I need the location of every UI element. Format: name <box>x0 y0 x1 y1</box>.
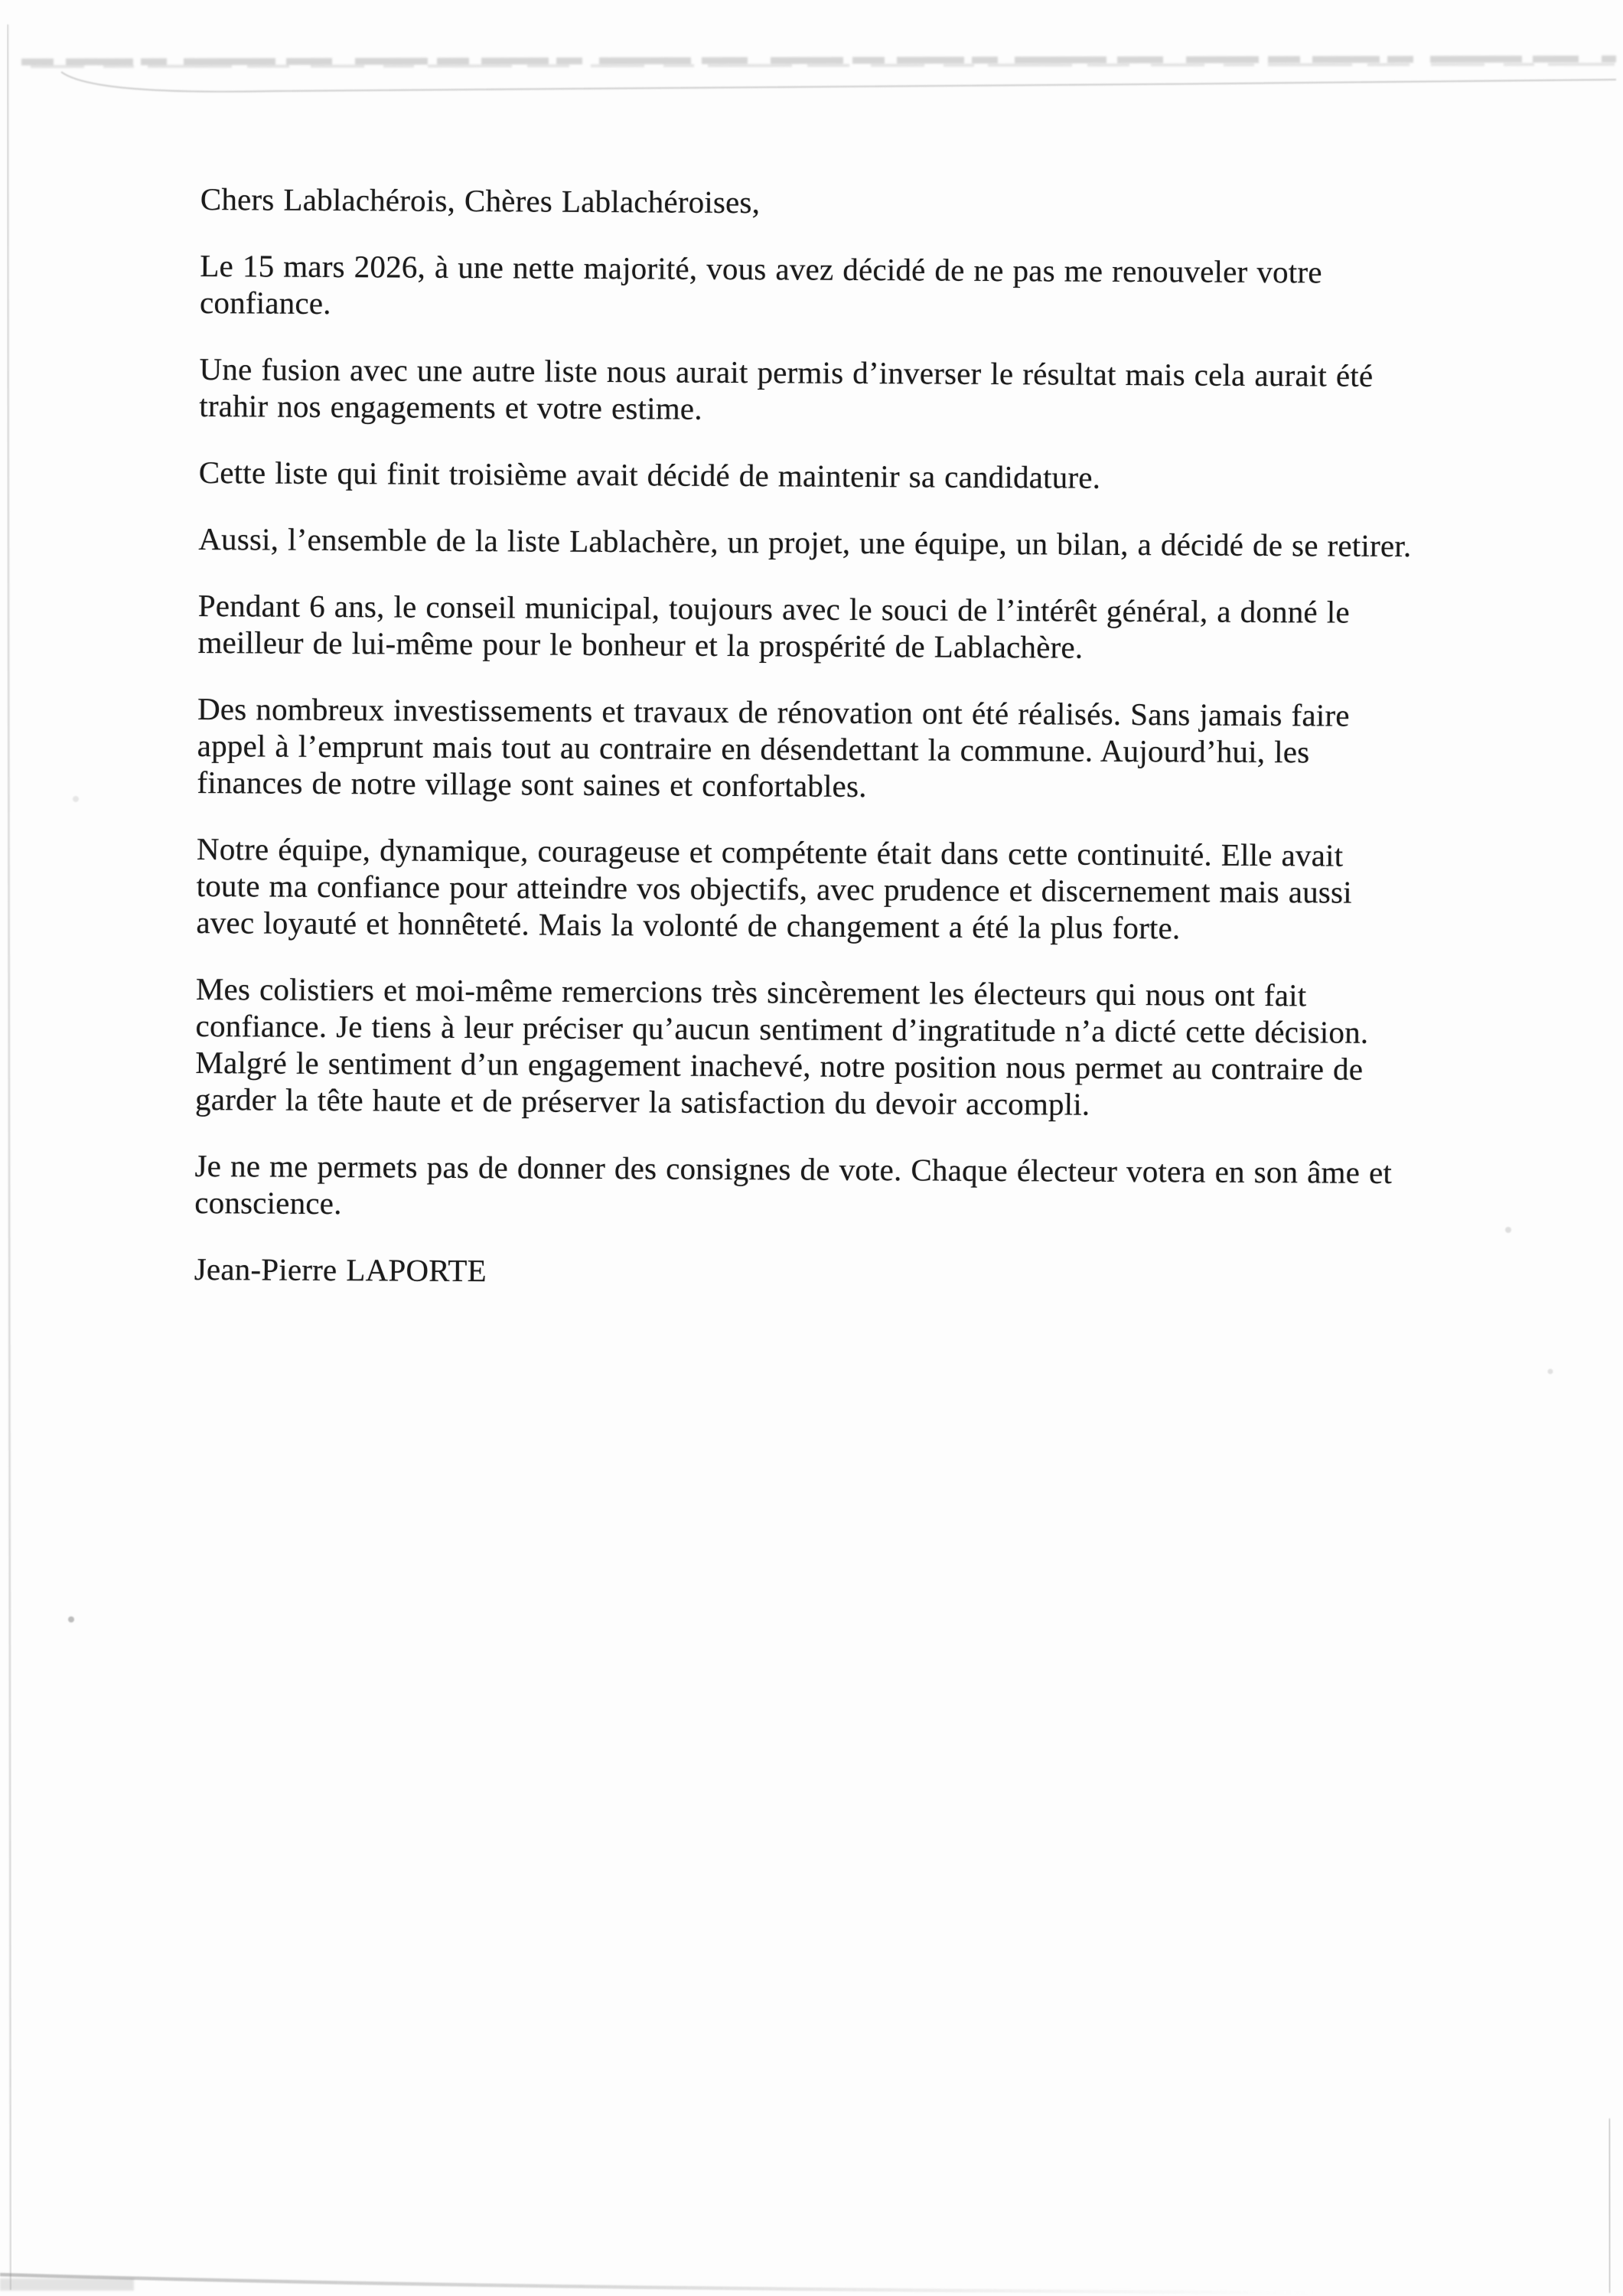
text-line: conscience. <box>194 1184 342 1221</box>
paragraph <box>198 520 1484 565</box>
text-line: Une fusion avec une autre liste nous aurait permis d’inverser le résultat mais cela aurait été <box>199 351 1374 393</box>
text-line: Aussi, l’ensemble de la liste Lablachère, un projet, une équipe, un bilan, a décidé de se retirer. <box>198 520 1412 564</box>
text-line: Malgré le sentiment d’un engagement inachevé, notre position nous permet au contraire de <box>195 1044 1364 1087</box>
paragraph <box>200 247 1486 328</box>
text-line: meilleur de lui-même pour le bonheur et la prospérité de Lablachère. <box>197 624 1084 665</box>
paragraph <box>199 454 1484 498</box>
paragraph <box>200 181 1486 225</box>
scan-edge-left <box>8 24 11 2290</box>
text-line: trahir nos engagements et votre estime. <box>199 387 702 426</box>
text-line: Notre équipe, dynamique, courageuse et compétente était dans cette continuité. Elle avait <box>196 830 1344 873</box>
paragraph <box>197 587 1484 668</box>
paragraph <box>199 351 1485 432</box>
text-line: Je ne me permets pas de donner des consignes de vote. Chaque électeur votera en son âme et <box>194 1147 1393 1190</box>
letter-paragraphs <box>194 181 1486 1228</box>
scan-shade-bottom-left <box>0 2278 134 2291</box>
text-line: Le 15 mars 2026, à une nette majorité, vous avez décidé de ne pas me renouveler votre <box>200 247 1322 290</box>
scan-edge-bottom <box>0 2275 1316 2293</box>
paragraph <box>194 1147 1481 1228</box>
text-line: confiance. <box>199 284 331 321</box>
scan-streak-top <box>21 59 1616 62</box>
scan-speck <box>1548 1369 1553 1375</box>
text-line: Pendant 6 ans, le conseil municipal, toujours avec le souci de l’intérêt général, a donné le <box>197 587 1350 630</box>
scan-streak-top-2 <box>31 64 1615 67</box>
paragraph <box>197 690 1483 808</box>
text-line: finances de notre village sont saines et confortables. <box>197 764 867 804</box>
scan-line-curve <box>61 72 1616 92</box>
scan-edge-right <box>1609 2118 1610 2293</box>
paragraph <box>195 970 1481 1125</box>
text-line: garder la tête haute et de préserver la satisfaction du devoir accompli. <box>194 1081 1090 1122</box>
letter-body <box>194 181 1486 1295</box>
text-line: avec loyauté et honnêteté. Mais la volonté de changement a été la plus forte. <box>196 904 1181 946</box>
scan-speck <box>68 1616 74 1623</box>
text-line: confiance. Je tiens à leur préciser qu’aucun sentiment d’ingratitude n’a dicté cette décision. <box>195 1007 1369 1050</box>
text-line: Mes colistiers et moi-même remercions très sincèrement les électeurs qui nous ont fait <box>195 970 1307 1013</box>
text-line: Chers Lablachérois, Chères Lablachéroises, <box>200 181 761 220</box>
scan-speck <box>1505 1227 1511 1233</box>
text-line: appel à l’emprunt mais tout au contraire en désendettant la commune. Aujourd’hui, les <box>197 727 1310 770</box>
scan-speck <box>73 796 79 802</box>
text-line: Des nombreux investissements et travaux de rénovation ont été réalisés. Sans jamais faire <box>197 690 1350 733</box>
text-line: Cette liste qui finit troisième avait décidé de maintenir sa candidature. <box>198 454 1101 495</box>
paragraph <box>196 830 1482 948</box>
text-line: toute ma confiance pour atteindre vos objectifs, avec prudence et discernement mais aussi <box>196 867 1352 910</box>
signature: Jean-Pierre LAPORTE <box>194 1251 487 1289</box>
